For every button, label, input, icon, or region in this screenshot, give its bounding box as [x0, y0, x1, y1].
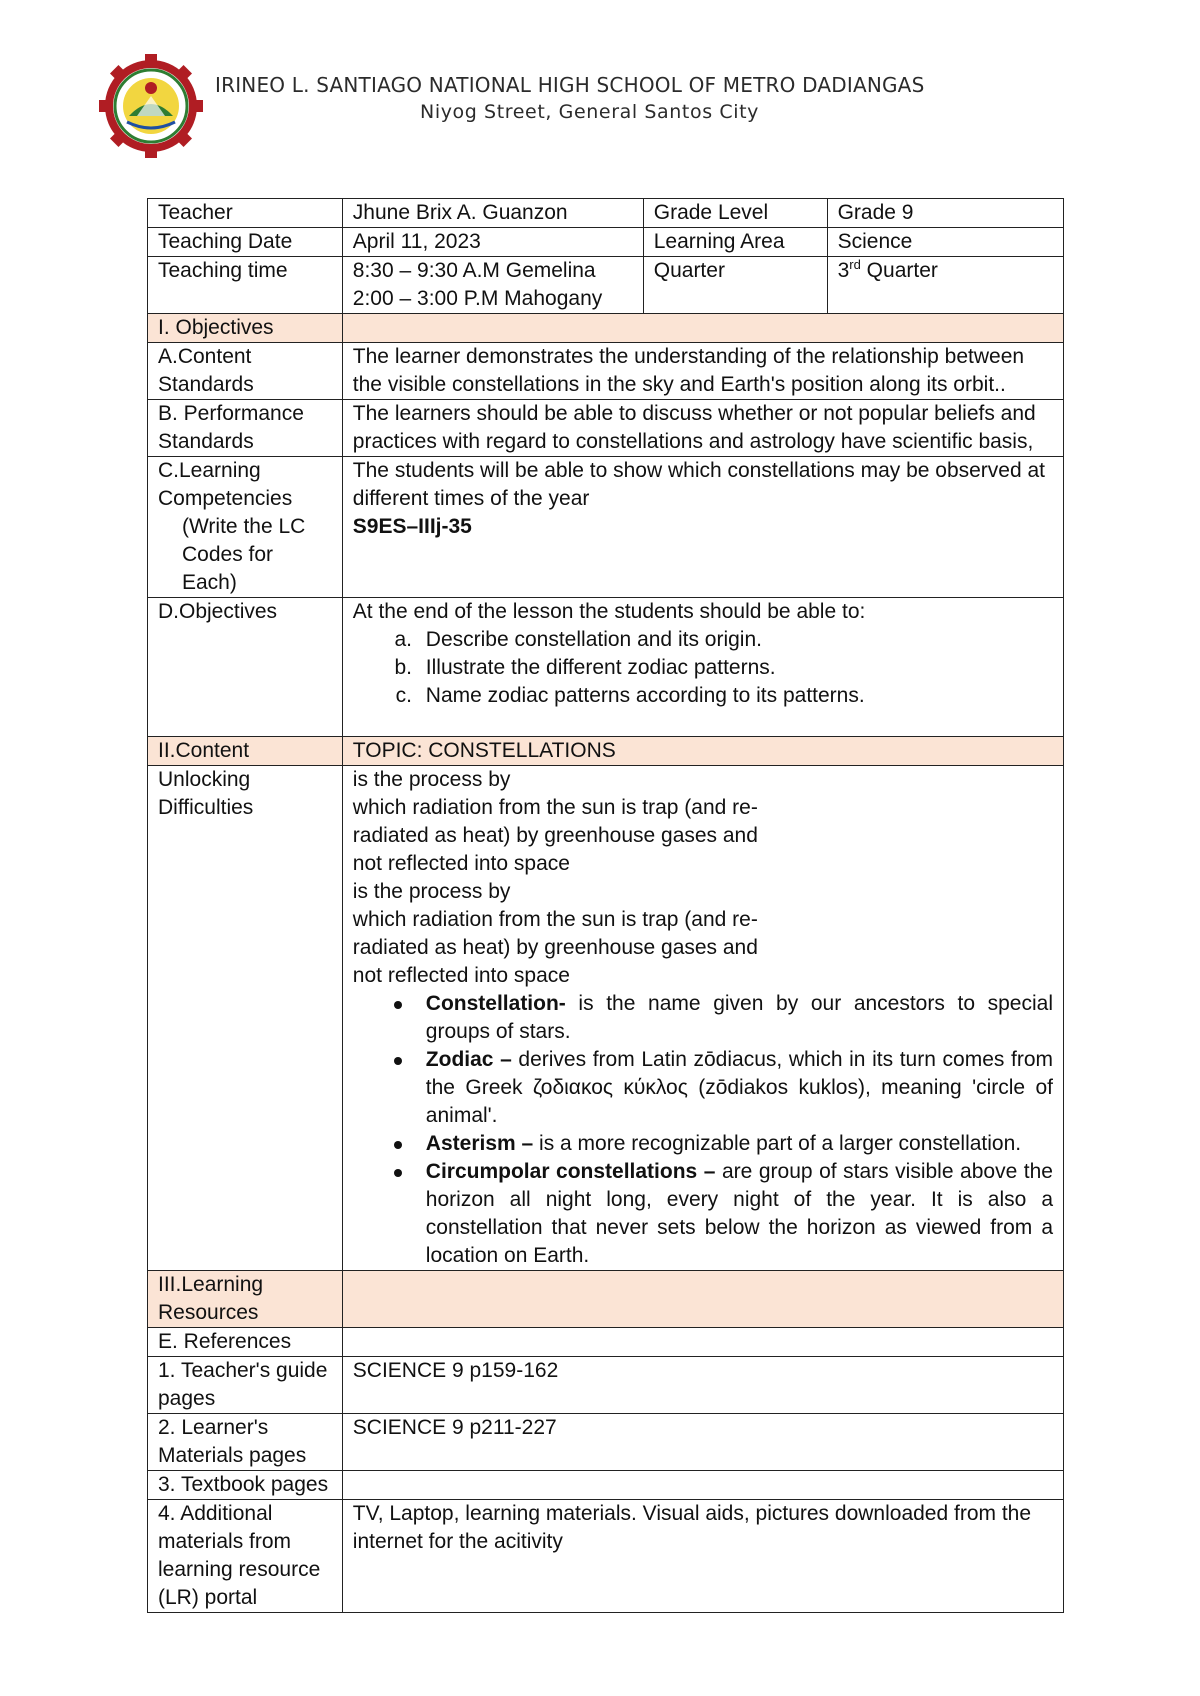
objectives-label: D.Objectives [148, 598, 343, 737]
teaching-time-slot-2: 2:00 – 3:00 P.M Mahogany [352, 287, 603, 310]
list-item [426, 1130, 1053, 1158]
term-definition: is a more recognizable part of a larger constellation. [533, 1132, 1022, 1155]
section-row-content [148, 737, 1064, 766]
unlocking-difficulties-label: Unlocking Difficulties [148, 766, 343, 1271]
quarter-number: 3 [837, 259, 850, 282]
unlock-line: which radiation from the sun is trap (and re- [352, 908, 758, 931]
section-heading-blank [342, 314, 1063, 343]
quarter-label: Quarter [643, 257, 827, 314]
objectives-list [353, 626, 1053, 710]
list-item: a. Describe constellation and its origin. [418, 626, 1053, 654]
learners-materials-value: SCIENCE 9 p211-227 [342, 1414, 1063, 1471]
section-row-resources [148, 1271, 1064, 1328]
teacher-label: Teacher [148, 199, 343, 228]
performance-standards-label: B. Performance Standards [148, 400, 343, 457]
textbook-pages-label: 3. Textbook pages [148, 1471, 343, 1500]
learning-competencies-title: C.Learning Competencies [158, 459, 293, 510]
grade-level-label: Grade Level [643, 199, 827, 228]
list-item [426, 990, 1053, 1046]
teaching-time-slot-1: 8:30 – 9:30 A.M Gemelina [352, 259, 596, 282]
grade-level-value: Grade 9 [827, 199, 1063, 228]
content-standards-value: The learner demonstrates the understanding of the relationship between the visible constellations in the sky and Earth's position along its orbit.. [342, 343, 1063, 400]
quarter-value [827, 257, 1063, 314]
section-heading-resources: III.Learning Resources [148, 1271, 343, 1328]
term-definition: is the name given by our ancestors to special groups of stars. [425, 992, 1053, 1043]
term-definition: are group of stars visible above the horizon all night long, every night of the year. It is also a constellation that never sets below the horizon as viewed from a location on Earth. [425, 1160, 1053, 1267]
term-name: Zodiac – [425, 1048, 512, 1071]
unlock-line: radiated as heat) by greenhouse gases and [352, 824, 758, 847]
list-item [426, 1046, 1053, 1130]
performance-standards-value: The learners should be able to discuss whether or not popular beliefs and practices with regard to constellations and astrology have scientific basis, [342, 400, 1063, 457]
term-name: Asterism – [425, 1132, 534, 1155]
learning-area-value: Science [827, 228, 1063, 257]
learning-competencies-text: The students will be able to show which constellations may be observed at different times of the year [352, 459, 1046, 510]
teaching-time-label: Teaching time [148, 257, 343, 314]
teachers-guide-value: SCIENCE 9 p159-162 [342, 1357, 1063, 1414]
table-row [148, 457, 1064, 598]
document-header [0, 40, 1200, 170]
unlock-line: radiated as heat) by greenhouse gases and [352, 936, 758, 959]
table-row [148, 1471, 1064, 1500]
terms-list [353, 990, 1053, 1270]
list-item [426, 1158, 1053, 1270]
table-row [148, 1328, 1064, 1357]
learning-competencies-value [342, 457, 1063, 598]
table-row [148, 257, 1064, 314]
textbook-pages-value [342, 1471, 1063, 1500]
learning-competency-code: S9ES–IIIj-35 [352, 515, 472, 538]
school-address: Niyog Street, General Santos City [420, 101, 759, 123]
section-heading-content: II.Content [148, 737, 343, 766]
table-row [148, 1357, 1064, 1414]
unlock-line: not reflected into space [352, 852, 570, 875]
learners-materials-label: 2. Learner's Materials pages [148, 1414, 343, 1471]
objectives-intro: At the end of the lesson the students should be able to: [352, 600, 866, 623]
unlocking-difficulties-value [342, 766, 1063, 1271]
school-seal-icon [97, 52, 205, 160]
school-name: IRINEO L. SANTIAGO NATIONAL HIGH SCHOOL OF METRO DADIANGAS [215, 73, 925, 97]
teachers-guide-label: 1. Teacher's guide pages [148, 1357, 343, 1414]
references-label: E. References [148, 1328, 343, 1357]
term-definition: derives from Latin zōdiacus, which in its turn comes from the Greek ζοδιακος κύκλος (zōdiakos kuklos), meaning 'circle of animal'. [425, 1048, 1053, 1127]
teaching-date-value: April 11, 2023 [342, 228, 643, 257]
content-standards-label: A.Content Standards [148, 343, 343, 400]
additional-materials-label: 4. Additional materials from learning resource (LR) portal [148, 1500, 343, 1613]
teaching-date-label: Teaching Date [148, 228, 343, 257]
list-item: b. Illustrate the different zodiac patterns. [418, 654, 1053, 682]
teaching-time-value [342, 257, 643, 314]
unlock-line: not reflected into space [352, 964, 570, 987]
table-row [148, 1414, 1064, 1471]
table-row [148, 1500, 1064, 1613]
table-row [148, 228, 1064, 257]
table-row [148, 766, 1064, 1271]
topic-value: TOPIC: CONSTELLATIONS [342, 737, 1063, 766]
learning-area-label: Learning Area [643, 228, 827, 257]
list-item: c. Name zodiac patterns according to its patterns. [418, 682, 1053, 710]
learning-competencies-label [148, 457, 343, 598]
quarter-suffix: rd [849, 257, 861, 272]
lesson-plan-table [147, 198, 1064, 1613]
references-value [342, 1328, 1063, 1357]
table-row [148, 199, 1064, 228]
term-name: Circumpolar constellations – [425, 1160, 716, 1183]
table-row [148, 598, 1064, 737]
quarter-word: Quarter [860, 259, 938, 282]
table-row [148, 343, 1064, 400]
unlock-line: is the process by [352, 880, 511, 903]
section-row-objectives [148, 314, 1064, 343]
objectives-value [342, 598, 1063, 737]
section-heading-blank [342, 1271, 1063, 1328]
table-row [148, 400, 1064, 457]
additional-materials-value: TV, Laptop, learning materials. Visual aids, pictures downloaded from the internet for the acitivity [342, 1500, 1063, 1613]
unlock-line: is the process by [352, 768, 511, 791]
section-heading-objectives: I. Objectives [148, 314, 343, 343]
teacher-value: Jhune Brix A. Guanzon [342, 199, 643, 228]
term-name: Constellation- [425, 992, 566, 1015]
learning-competencies-note: (Write the LC Codes for Each) [182, 515, 306, 594]
unlock-line: which radiation from the sun is trap (and re- [352, 796, 758, 819]
